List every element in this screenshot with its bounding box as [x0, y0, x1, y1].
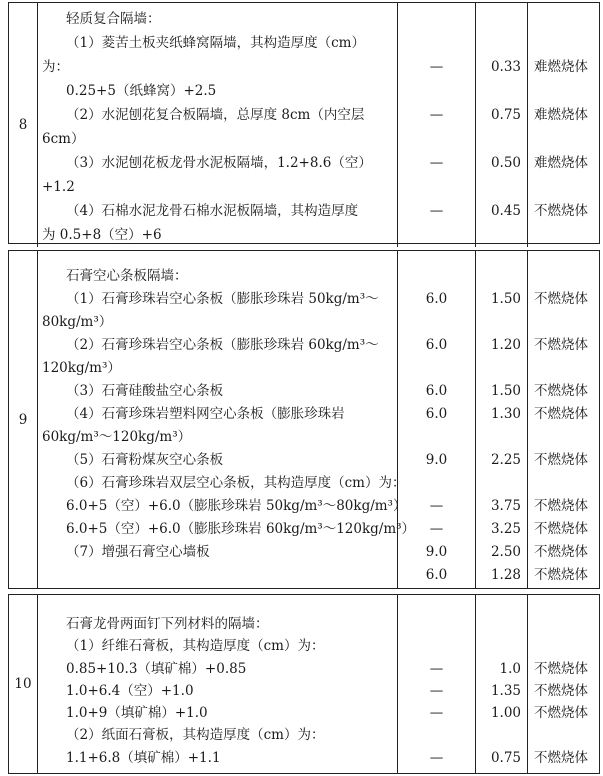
combustibility-cell — [534, 79, 599, 103]
description-cell: 60kg/m³～120kg/m³） — [42, 429, 192, 445]
description-cell: 0.85+10.3（填矿棉）+0.85 — [66, 660, 247, 677]
description-cell — [38, 564, 397, 587]
fire-resistance-cell — [476, 7, 521, 31]
thickness-cell — [398, 613, 475, 635]
fire-resistance-column — [476, 595, 528, 773]
description-cell: 石膏空心条板隔墙： — [66, 268, 188, 284]
thickness-cell — [398, 724, 475, 746]
combustibility-cell — [534, 175, 599, 199]
thickness-cell — [398, 357, 475, 380]
description-cell: （6）石膏珍珠岩双层空心条板，其构造厚度（cm）为： — [66, 475, 406, 491]
combustibility-cell: 不燃烧体 — [534, 452, 588, 468]
thickness-cell: — — [429, 682, 444, 699]
thickness-cell: — — [429, 498, 444, 514]
fire-resistance-cell: 2.50 — [490, 544, 521, 560]
combustibility-cell: 不燃烧体 — [534, 705, 588, 722]
fire-resistance-cell: 0.75 — [490, 107, 521, 123]
thickness-cell: — — [429, 749, 444, 766]
fire-resistance-cell — [476, 175, 521, 199]
thickness-cell — [398, 223, 475, 247]
fire-resistance-cell: 1.35 — [490, 682, 521, 699]
description-cell: 为： — [42, 59, 69, 75]
combustibility-column — [528, 251, 599, 588]
combustibility-cell — [534, 31, 599, 55]
description-cell: （4）石棉水泥龙骨石棉水泥板隔墙，其构造厚度 — [66, 203, 359, 219]
fire-resistance-cell: 2.25 — [490, 452, 521, 468]
description-cell: 120kg/m³） — [42, 360, 121, 376]
description-cell: 石膏龙骨两面钉下列材料的隔墙： — [66, 616, 269, 632]
fire-resistance-cell — [476, 223, 521, 247]
combustibility-cell: 难燃烧体 — [534, 155, 588, 171]
description-cell: 6cm） — [42, 131, 85, 147]
thickness-cell — [398, 7, 475, 31]
description-cell: 轻质复合隔墙： — [66, 11, 161, 27]
thickness-cell: — — [429, 59, 444, 75]
fire-resistance-cell: 1.20 — [490, 337, 521, 353]
combustibility-cell: 不燃烧体 — [534, 660, 588, 677]
fire-resistance-cell — [476, 613, 521, 635]
fire-resistance-cell: 0.50 — [490, 155, 521, 171]
combustibility-cell — [534, 265, 599, 288]
combustibility-column — [528, 3, 599, 247]
combustibility-cell — [534, 223, 599, 247]
fire-resistance-cell: 0.45 — [490, 203, 521, 219]
fire-resistance-cell: 1.0 — [499, 660, 521, 677]
combustibility-cell — [534, 426, 599, 449]
fire-resistance-cell — [476, 127, 521, 151]
combustibility-cell: 不燃烧体 — [534, 682, 588, 699]
description-cell: 为 0.5+8（空）+6 — [42, 227, 162, 243]
thickness-cell — [398, 175, 475, 199]
thickness-cell: 9.0 — [425, 544, 448, 560]
fire-resistance-cell: 1.28 — [490, 567, 521, 583]
combustibility-cell — [534, 7, 599, 31]
combustibility-cell: 不燃烧体 — [534, 749, 588, 766]
fire-resistance-cell — [476, 311, 521, 334]
description-cell: +1.2 — [42, 179, 75, 195]
thickness-cell — [398, 311, 475, 334]
description-cell: （2）纸面石膏板，其构造厚度（cm）为： — [66, 727, 325, 744]
thickness-cell: — — [429, 705, 444, 722]
thickness-cell — [398, 127, 475, 151]
description-cell: （4）石膏珍珠岩塑料网空心条板（膨胀珍珠岩 — [66, 406, 345, 422]
combustibility-cell — [534, 613, 599, 635]
row-number-text: 8 — [18, 117, 28, 133]
combustibility-cell: 不燃烧体 — [534, 498, 588, 514]
combustibility-cell: 不燃烧体 — [534, 567, 588, 583]
thickness-cell — [398, 265, 475, 288]
combustibility-cell: 不燃烧体 — [534, 291, 588, 307]
thickness-cell: 6.0 — [425, 383, 448, 399]
description-cell: 6.0+5（空）+6.0（膨胀珍珠岩 50kg/m³～80kg/m³） — [66, 498, 407, 514]
fire-resistance-cell: 1.00 — [490, 705, 521, 722]
combustibility-cell — [534, 724, 599, 746]
description-cell: （3）石膏硅酸盐空心条板 — [66, 383, 224, 399]
row-number — [9, 251, 38, 588]
description-cell: 6.0+5（空）+6.0（膨胀珍珠岩 60kg/m³～120kg/m³） — [66, 521, 416, 537]
thickness-column — [398, 251, 476, 588]
fire-resistance-cell: 3.25 — [490, 521, 521, 537]
thickness-cell: — — [429, 203, 444, 219]
description-column — [38, 595, 398, 773]
fire-resistance-cell — [476, 265, 521, 288]
description-cell: 1.0+6.4（空）+1.0 — [66, 682, 194, 699]
combustibility-cell: 不燃烧体 — [534, 337, 588, 353]
description-cell: （1）石膏珍珠岩空心条板（膨胀珍珠岩 50kg/m³～ — [66, 291, 379, 307]
fire-resistance-cell: 1.50 — [490, 291, 521, 307]
thickness-cell: — — [429, 155, 444, 171]
fire-resistance-cell — [476, 635, 521, 657]
description-cell: 1.1+6.8（填矿棉）+1.1 — [66, 749, 221, 766]
description-cell: 0.25+5（纸蜂窝）+2.5 — [66, 83, 217, 99]
thickness-cell — [398, 635, 475, 657]
thickness-cell: 6.0 — [425, 406, 448, 422]
description-cell: （5）石膏粉煤灰空心条板 — [66, 452, 224, 468]
description-cell: （1）纤维石膏板，其构造厚度（cm）为： — [66, 638, 325, 655]
thickness-cell: — — [429, 107, 444, 123]
combustibility-cell: 不燃烧体 — [534, 203, 588, 219]
description-cell: （2）水泥刨花复合板隔墙，总厚度 8cm（内空层 — [66, 107, 365, 123]
fire-resistance-cell — [476, 79, 521, 103]
combustibility-cell: 难燃烧体 — [534, 107, 588, 123]
combustibility-cell — [534, 357, 599, 380]
fire-resistance-cell — [476, 31, 521, 55]
row-number-text: 9 — [18, 411, 28, 428]
row-number-text: 10 — [14, 676, 32, 692]
fire-resistance-cell: 0.33 — [490, 59, 521, 75]
fire-resistance-cell — [476, 426, 521, 449]
row-number — [9, 3, 38, 247]
combustibility-cell: 不燃烧体 — [534, 406, 588, 422]
description-column — [38, 3, 398, 247]
thickness-cell: 6.0 — [425, 291, 448, 307]
combustibility-cell — [534, 635, 599, 657]
thickness-cell: — — [429, 521, 444, 537]
combustibility-column — [528, 595, 599, 773]
combustibility-cell: 不燃烧体 — [534, 544, 588, 560]
description-cell: （2）石膏珍珠岩空心条板（膨胀珍珠岩 60kg/m³～ — [66, 337, 379, 353]
thickness-cell — [398, 472, 475, 495]
thickness-cell: 6.0 — [425, 337, 448, 353]
row-number — [9, 595, 38, 773]
description-cell: 80kg/m³） — [42, 314, 113, 330]
thickness-cell — [398, 79, 475, 103]
fire-resistance-cell: 3.75 — [490, 498, 521, 514]
description-cell: （3）水泥刨花板龙骨水泥板隔墙，1.2+8.6（空） — [66, 155, 372, 171]
thickness-cell: — — [429, 660, 444, 677]
thickness-column — [398, 3, 476, 247]
fire-resistance-cell: 0.75 — [490, 749, 521, 766]
combustibility-cell: 难燃烧体 — [534, 59, 588, 75]
description-column — [38, 251, 416, 588]
table-section-9 — [8, 250, 600, 589]
description-cell: （7）增强石膏空心墙板 — [66, 544, 210, 560]
fire-resistance-cell — [476, 472, 521, 495]
table-section-10 — [8, 594, 600, 774]
table-section-8 — [8, 2, 600, 244]
description-cell: 1.0+9（填矿棉）+1.0 — [66, 705, 208, 722]
combustibility-cell — [534, 311, 599, 334]
combustibility-cell: 不燃烧体 — [534, 521, 588, 537]
fire-resistance-cell: 1.50 — [490, 383, 521, 399]
combustibility-cell — [534, 472, 599, 495]
thickness-cell: 9.0 — [425, 452, 448, 468]
fire-resistance-column — [476, 251, 528, 588]
combustibility-cell: 不燃烧体 — [534, 383, 588, 399]
fire-resistance-cell — [476, 724, 521, 746]
thickness-cell: 6.0 — [425, 567, 448, 583]
fire-resistance-cell: 1.30 — [490, 406, 521, 422]
thickness-cell — [398, 31, 475, 55]
thickness-column — [398, 595, 476, 773]
fire-resistance-column — [476, 3, 528, 247]
description-cell: （1）菱苦土板夹纸蜂窝隔墙，其构造厚度（cm） — [66, 35, 365, 51]
thickness-cell — [398, 426, 475, 449]
combustibility-cell — [534, 127, 599, 151]
fire-resistance-cell — [476, 357, 521, 380]
